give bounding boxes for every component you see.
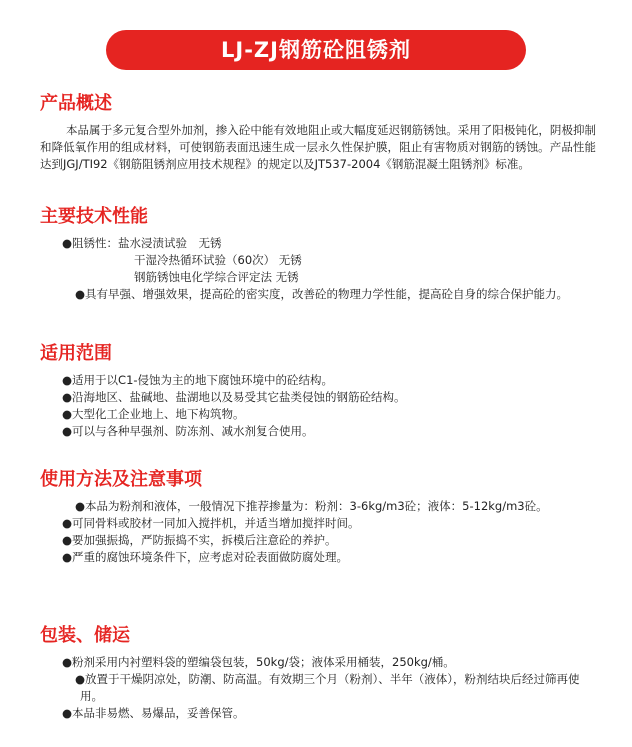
title-banner: LJ-ZJ钢筋砼阻锈剂: [106, 30, 526, 70]
overview-paragraph: 本品属于多元复合型外加剂，掺入砼中能有效地阻止或大幅度延迟钢筋锈蚀。采用了阳极钝化，阴极抑制和降低氧作用的组成材料，可使钢筋表面迅速生成一层永久性保护膜，阻止有害物质对钢筋的锈蚀。产品性能达到JGJ/TI92《钢筋阻锈剂应用技术规程》的规定以及JT537-2004《钢筋混凝土阻锈剂》标准。: [40, 123, 596, 171]
list-item: ●本品为粉剂和液体，一般情况下推荐掺量为：粉剂：3-6kg/m3砼；液体：5-12kg/m3砼。: [75, 499, 548, 513]
list-item: ●可以与各种早强剂、防冻剂、减水剂复合使用。: [62, 424, 314, 438]
list-item: ●大型化工企业地上、地下构筑物。: [62, 407, 245, 421]
list-item: ●可同骨料或胶材一同加入搅拌机，并适当增加搅拌时间。: [62, 516, 360, 530]
performance-heading: 主要技术性能: [40, 206, 148, 227]
strength-item: ●具有早强、增强效果，提高砼的密实度，改善砼的物理力学性能，提高砼自身的综合保护能力。: [75, 287, 569, 301]
section-scope: [0, 342, 632, 440]
section-packaging: [0, 624, 632, 722]
section-performance: [0, 205, 632, 303]
list-item: ●要加强振捣，严防振捣不实，拆模后注意砼的养护。: [62, 533, 337, 547]
list-item: ●适用于以C1-侵蚀为主的地下腐蚀环境中的砼结构。: [62, 373, 334, 387]
packaging-heading: 包装、储运: [40, 625, 130, 646]
rust-line-1: ●阻锈性：盐水浸渍试验 无锈: [62, 236, 222, 250]
rust-line-2: 干湿冷热循环试验（60次） 无锈: [134, 253, 302, 267]
scope-heading: 适用范围: [40, 343, 112, 364]
usage-heading: 使用方法及注意事项: [40, 469, 202, 490]
list-item: ●严重的腐蚀环境条件下，应考虑对砼表面做防腐处理。: [62, 550, 349, 564]
list-item: ●粉剂采用内衬塑料袋的塑编袋包装，50kg/袋；液体采用桶装，250kg/桶。: [62, 655, 455, 669]
list-item: ●放置于干燥阴凉处，防潮、防高温。有效期三个月（粉剂）、半年（液体），粉剂结块后经过筛再使用。: [75, 672, 580, 703]
list-item: ●沿海地区、盐碱地、盐湖地以及易受其它盐类侵蚀的钢筋砼结构。: [62, 390, 406, 404]
section-overview: [0, 92, 632, 173]
section-usage: [0, 468, 632, 566]
rust-line-3: 钢筋锈蚀电化学综合评定法 无锈: [134, 270, 299, 284]
overview-heading: 产品概述: [40, 93, 112, 114]
list-item: ●本品非易燃、易爆品，妥善保管。: [62, 706, 245, 720]
